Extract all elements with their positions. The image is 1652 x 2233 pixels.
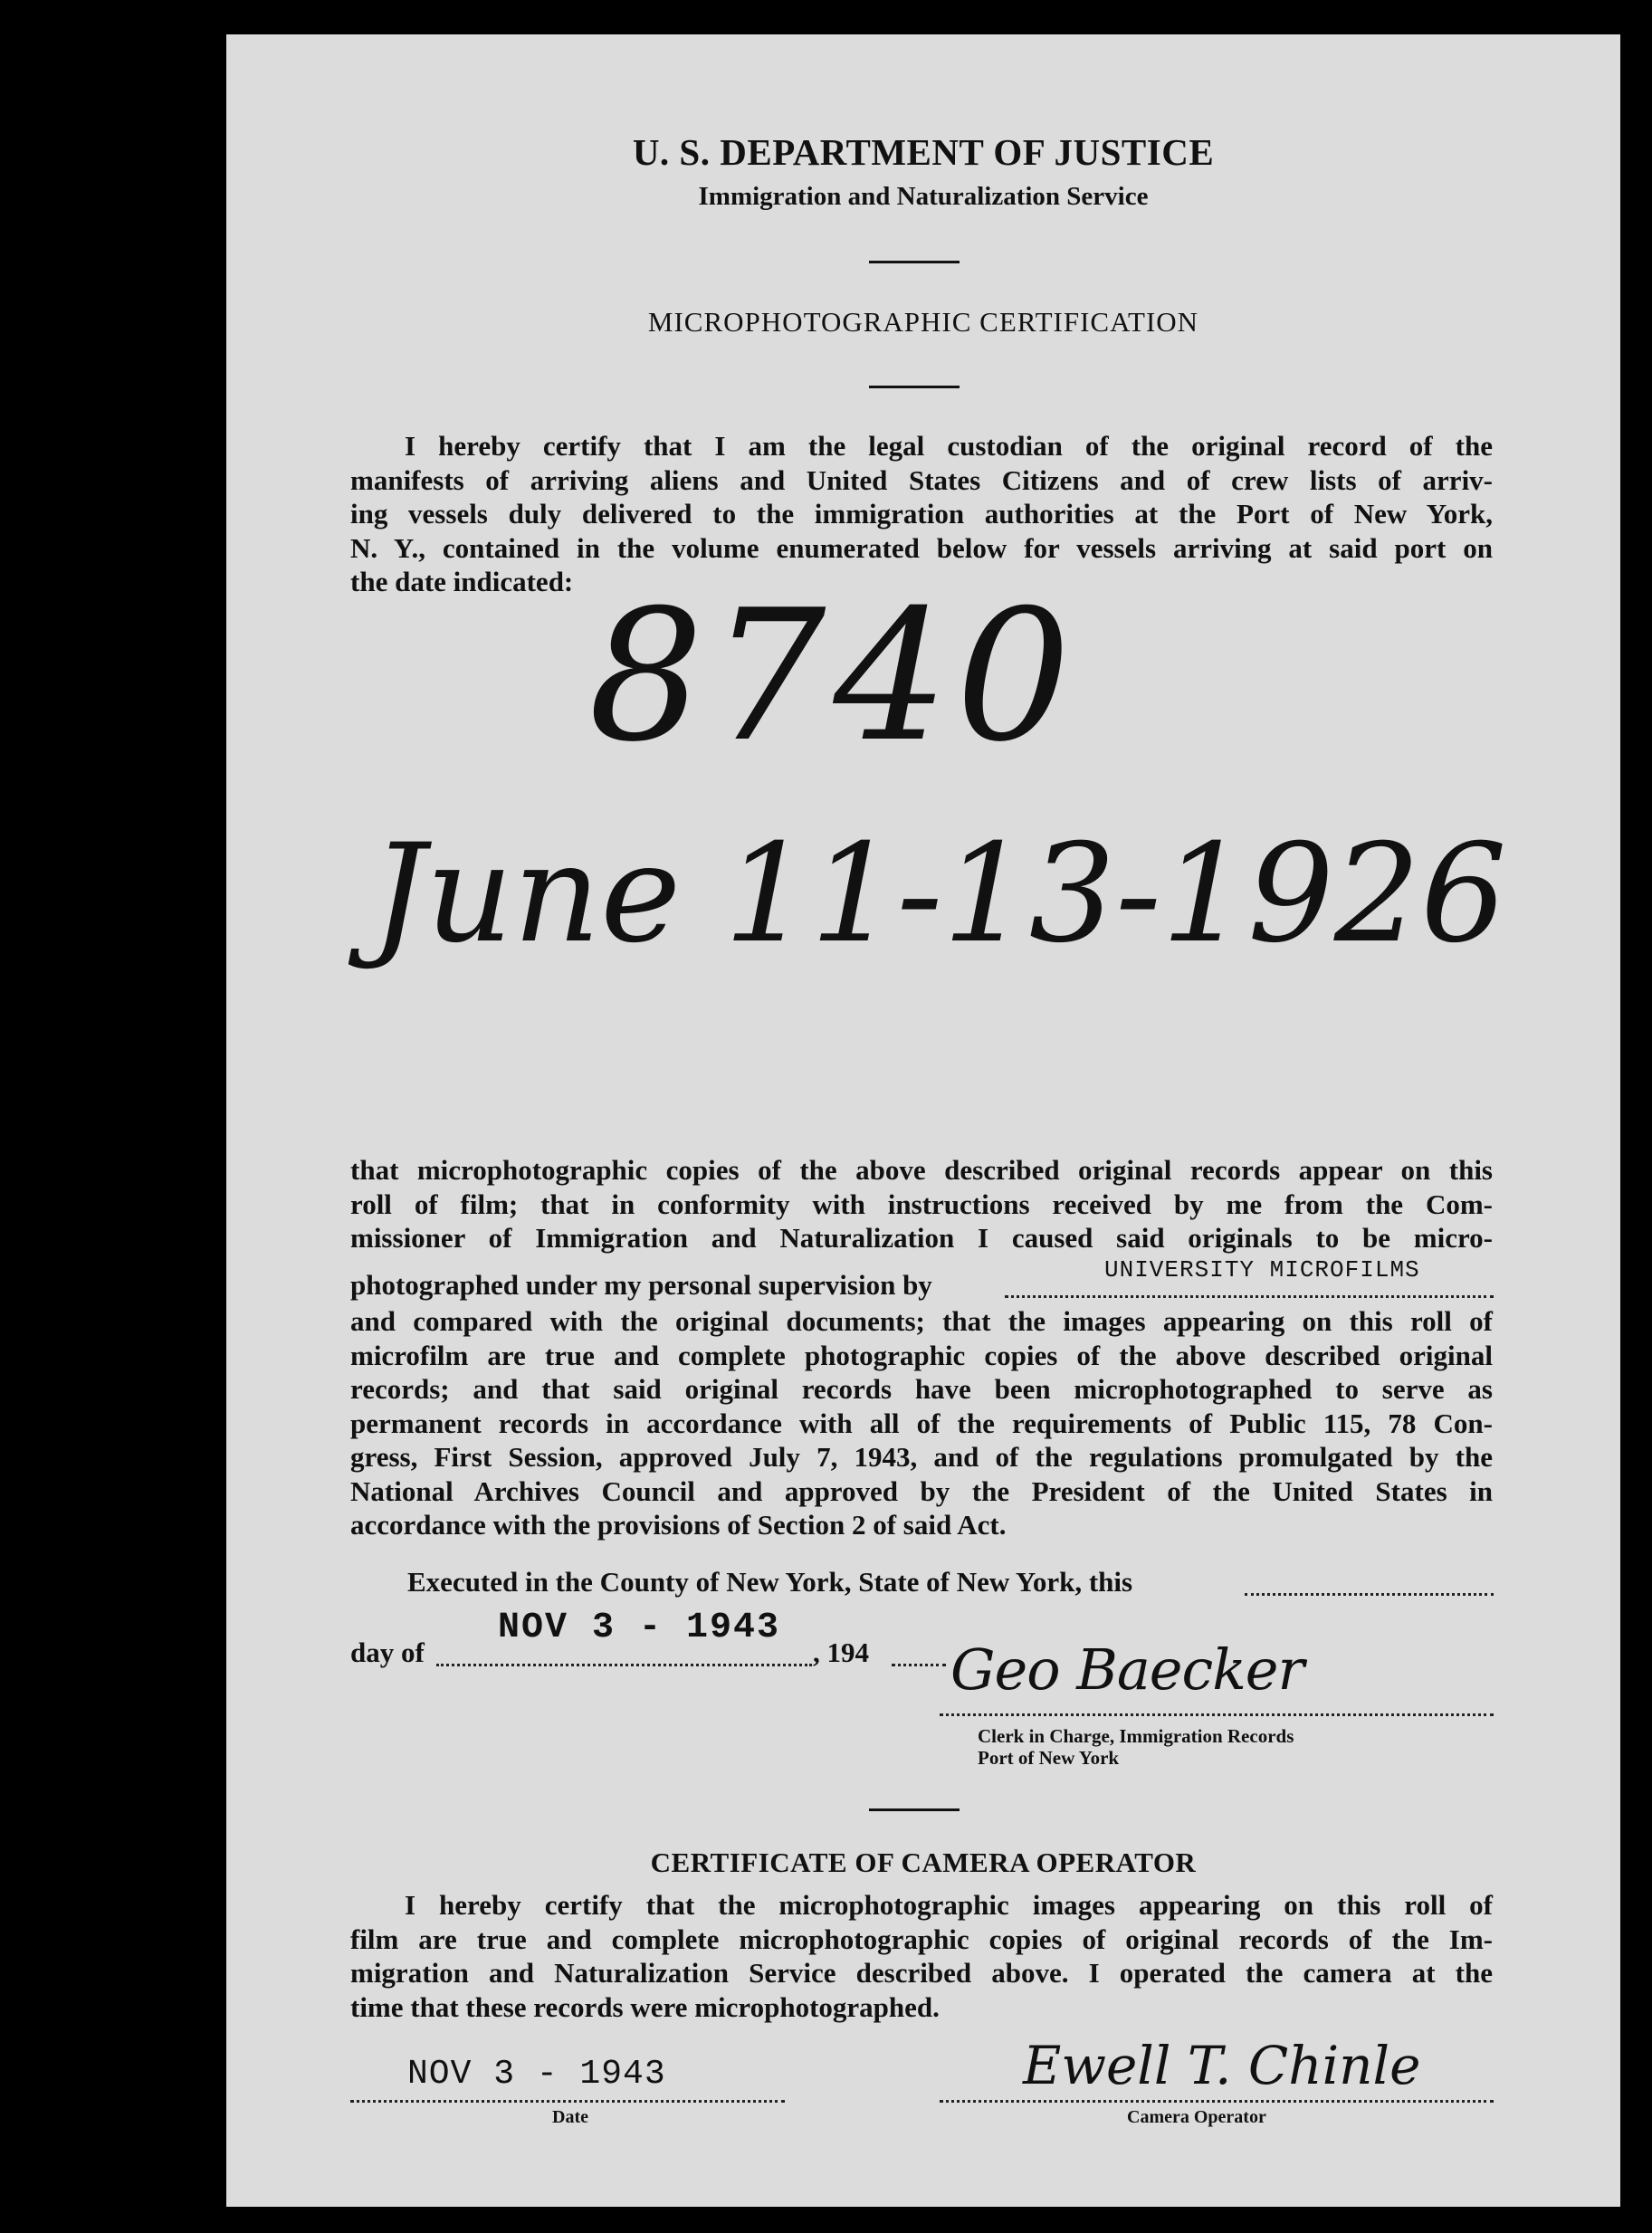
executed-day-dotted-line	[1245, 1593, 1494, 1596]
intro-line: manifests of arriving aliens and United States Citizens and of crew lists of arriv-	[350, 463, 1493, 496]
camera-line: film are true and complete microphotographic copies of original records of the Im-	[350, 1923, 1493, 1955]
body-line: accordance with the provisions of Section 2 of said Act.	[350, 1509, 1007, 1541]
body-line: roll of film; that in conformity with instructions received by me from the Com-	[350, 1188, 1493, 1220]
camera-operator-title: CERTIFICATE OF CAMERA OPERATOR	[650, 1847, 1197, 1878]
date-label: Date	[552, 2107, 588, 2127]
intro-line: N. Y., contained in the volume enumerated below for vessels arriving at said port on	[350, 531, 1493, 564]
handwritten-dates: June 11-13-1926	[371, 816, 1507, 973]
day-of-dotted-line	[436, 1664, 812, 1666]
certificate-page	[226, 34, 1620, 2207]
clerk-signature-line	[940, 1713, 1494, 1716]
operator-signature: Ewell T. Chinle	[1023, 2035, 1421, 2096]
year-dotted-line	[892, 1664, 946, 1666]
camera-line: I hereby certify that the microphotographic images appearing on this roll of	[405, 1889, 1493, 1921]
handwritten-volume: 8740	[588, 571, 1078, 782]
date-dotted-line	[350, 2100, 785, 2103]
body-line: records; and that said original records have been microphotographed to serve as	[350, 1373, 1493, 1405]
body-line: that microphotographic copies of the above described original records appear on this	[350, 1154, 1493, 1186]
department-heading: U. S. DEPARTMENT OF JUSTICE	[632, 131, 1215, 173]
photographed-by-label: photographed under my personal supervision by	[350, 1269, 932, 1301]
body-line: gress, First Session, approved July 7, 1943, and of the regulations promulgated by the	[350, 1441, 1493, 1473]
certification-title: MICROPHOTOGRAPHIC CERTIFICATION	[647, 306, 1199, 338]
divider	[869, 386, 960, 388]
camera-line: migration and Naturalization Service described above. I operated the camera at the	[350, 1957, 1493, 1989]
service-subheading: Immigration and Naturalization Service	[698, 182, 1149, 211]
day-of-stamped-date: NOV 3 - 1943	[498, 1608, 781, 1648]
camera-operator-paragraph	[350, 1888, 1493, 2024]
clerk-title-line2: Port of New York	[978, 1747, 1120, 1769]
intro-line: I hereby certify that I am the legal custodian of the original record of the	[405, 430, 1493, 462]
executed-text: Executed in the County of New York, State of New York, this	[407, 1566, 1133, 1598]
body-line: and compared with the original documents; that the images appearing on this roll of	[350, 1305, 1493, 1337]
body-line: permanent records in accordance with all of the requirements of Public 115, 78 Con-	[350, 1407, 1493, 1439]
body-paragraph	[350, 1153, 1493, 1255]
divider	[869, 1808, 960, 1811]
day-of-label: day of	[350, 1637, 425, 1668]
intro-line: ing vessels duly delivered to the immigration authorities at the Port of New York,	[350, 498, 1493, 530]
camera-line: time that these records were microphotographed.	[350, 1990, 940, 2023]
body-line: missioner of Immigration and Naturalization I caused said originals to be micro-	[350, 1222, 1493, 1254]
clerk-title-line1: Clerk in Charge, Immigration Records	[978, 1725, 1294, 1747]
body-paragraph-2	[350, 1304, 1493, 1542]
operator-label: Camera Operator	[1127, 2107, 1266, 2127]
camera-date-value: NOV 3 - 1943	[407, 2055, 666, 2094]
operator-signature-line	[940, 2100, 1494, 2103]
body-line: microfilm are true and complete photographic copies of the above described original	[350, 1339, 1493, 1371]
clerk-signature: Geo Baecker	[950, 1637, 1304, 1703]
body-line: National Archives Council and approved by the President of the United States in	[350, 1474, 1493, 1507]
divider	[869, 261, 960, 263]
year-prefix: , 194	[813, 1637, 869, 1668]
photographed-by-dotted-line	[1005, 1295, 1494, 1298]
photographed-by-value: UNIVERSITY MICROFILMS	[1104, 1256, 1420, 1283]
intro-line: the date indicated:	[350, 566, 574, 597]
